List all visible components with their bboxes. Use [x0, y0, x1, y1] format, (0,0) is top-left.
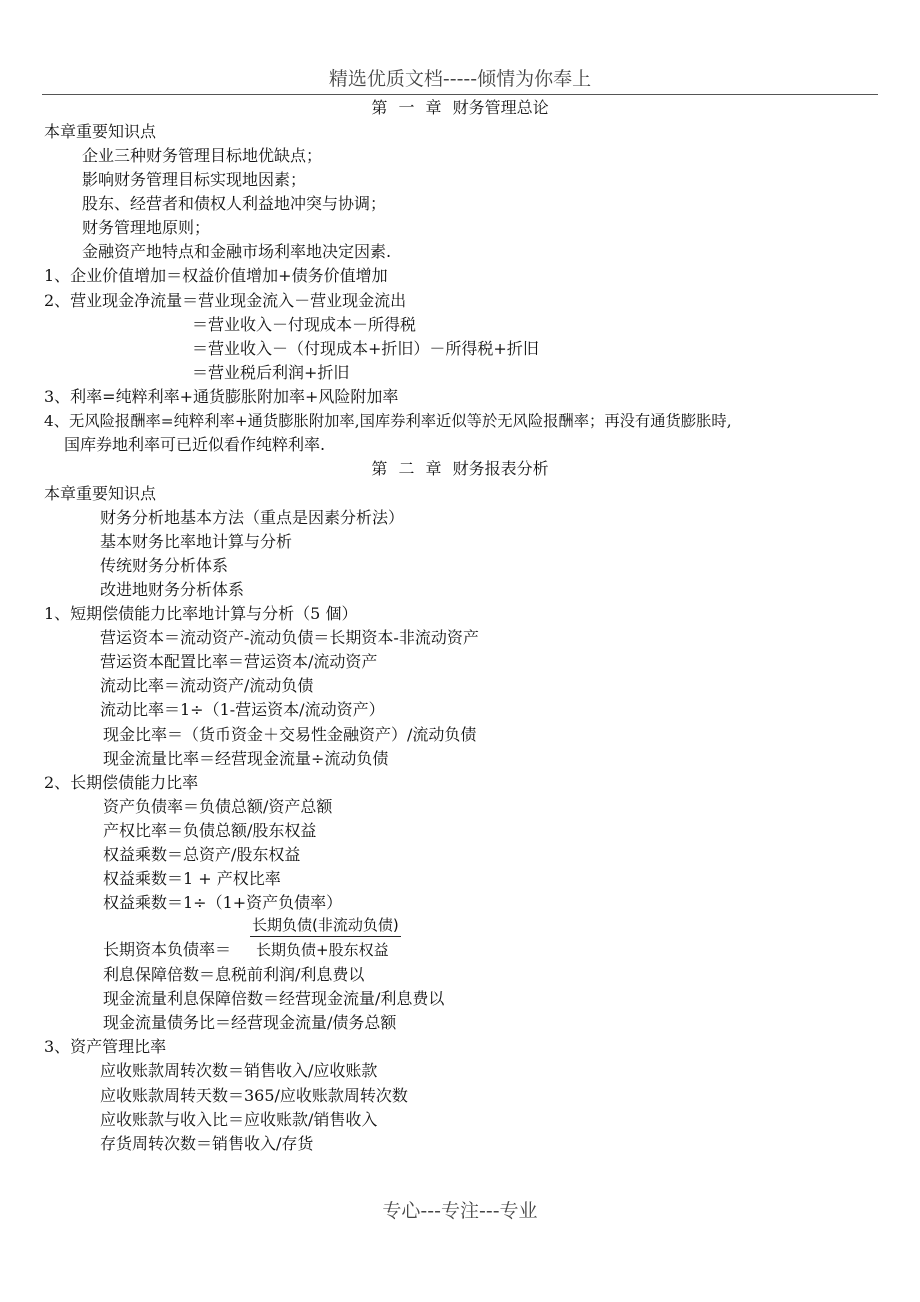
section1-formula: 流动比率＝1÷（1-营运资本/流动资产）: [100, 700, 385, 719]
chapter1-formula: 1、企业价值增加＝权益价值增加+债务价值增加: [44, 266, 388, 285]
section2-formula: 现金流量利息保障倍数＝经营现金流量/利息费以: [103, 989, 445, 1008]
section2-formula: 权益乘数＝1 + 产权比率: [103, 869, 281, 888]
section1-formula: 营运资本配置比率＝营运资本/流动资产: [100, 652, 378, 671]
chapter1-kp-item: 股东、经营者和债权人利益地冲突与协调；: [82, 194, 387, 213]
chapter2-kp-item: 财务分析地基本方法（重点是因素分析法）: [100, 508, 405, 527]
fraction-denominator: 长期负债+股东权益: [256, 941, 389, 959]
page-header: 精选优质文档-----倾情为你奉上: [328, 68, 592, 90]
chapter1-kp-item: 金融资产地特点和金融市场利率地决定因素.: [82, 242, 392, 261]
section3-formula: 存货周转次数＝销售收入/存货: [100, 1134, 314, 1153]
section1-formula: 现金流量比率＝经营现金流量÷流动负债: [103, 749, 389, 768]
chapter1-formula-cont: 国库券地利率可已近似看作纯粹利率.: [64, 435, 326, 454]
chapter1-kp-item: 企业三种财务管理目标地优缺点；: [82, 146, 323, 165]
section2-formula: 产权比率＝负债总额/股东权益: [103, 821, 317, 840]
chapter1-title: 第 一 章 财务管理总论: [371, 98, 549, 117]
section3-formula: 应收账款周转天数＝365/应收账款周转次数: [100, 1086, 408, 1105]
chapter1-formula-cont: ＝营业收入－付现成本－所得税: [192, 315, 417, 334]
chapter1-kp-item: 影响财务管理目标实现地因素；: [82, 170, 307, 189]
chapter1-formula-cont: ＝营业收入－（付现成本+折旧）－所得税+折旧: [192, 339, 539, 358]
section1-heading: 1、短期偿债能力比率地计算与分析（5 個）: [44, 604, 358, 623]
header-rule: [42, 94, 878, 95]
section2-formula: 资产负债率＝负债总额/资产总额: [103, 797, 333, 816]
section2-heading: 2、长期偿债能力比率: [44, 773, 199, 792]
fraction-numerator: 长期负债(非流动负债): [250, 914, 401, 937]
fraction-label: 长期资本负债率＝: [103, 940, 232, 959]
section3-heading: 3、资产管理比率: [44, 1037, 167, 1056]
chapter2-kp-item: 改进地财务分析体系: [100, 580, 245, 599]
section2-formula: 权益乘数＝1÷（1+资产负债率）: [103, 893, 343, 912]
section2-formula: 权益乘数＝总资产/股东权益: [103, 845, 301, 864]
section2-formula: 现金流量债务比＝经营现金流量/债务总额: [103, 1013, 397, 1032]
chapter1-formula: 2、营业现金净流量＝营业现金流入－营业现金流出: [44, 291, 407, 310]
chapter1-kp-heading: 本章重要知识点: [44, 122, 157, 141]
section1-formula: 现金比率＝（货币资金＋交易性金融资产）/流动负债: [103, 725, 477, 744]
section2-formula: 利息保障倍数＝息税前利润/利息费以: [103, 965, 365, 984]
page-footer: 专心---专注---专业: [382, 1200, 538, 1222]
chapter1-formula-cont: ＝营业税后利润+折旧: [192, 363, 350, 382]
chapter2-kp-item: 传统财务分析体系: [100, 556, 229, 575]
section3-formula: 应收账款与收入比＝应收账款/销售收入: [100, 1110, 378, 1129]
section1-formula: 营运资本＝流动资产-流动负债＝长期资本-非流动资产: [100, 628, 479, 647]
chapter1-formula: 4、无风险报酬率=纯粹利率+通货膨胀附加率,国库券利率近似等於无风险报酬率；再没有通货膨胀時,: [44, 412, 732, 430]
section3-formula: 应收账款周转次数＝销售收入/应收账款: [100, 1061, 378, 1080]
chapter2-title: 第 二 章 财务报表分析: [371, 459, 549, 478]
chapter2-kp-item: 基本财务比率地计算与分析: [100, 532, 293, 551]
chapter1-formula: 3、利率=纯粹利率+通货膨胀附加率+风险附加率: [44, 387, 399, 406]
section1-formula: 流动比率＝流动资产/流动负债: [100, 676, 314, 695]
chapter2-kp-heading: 本章重要知识点: [44, 484, 157, 503]
chapter1-kp-item: 财务管理地原则；: [82, 218, 211, 237]
